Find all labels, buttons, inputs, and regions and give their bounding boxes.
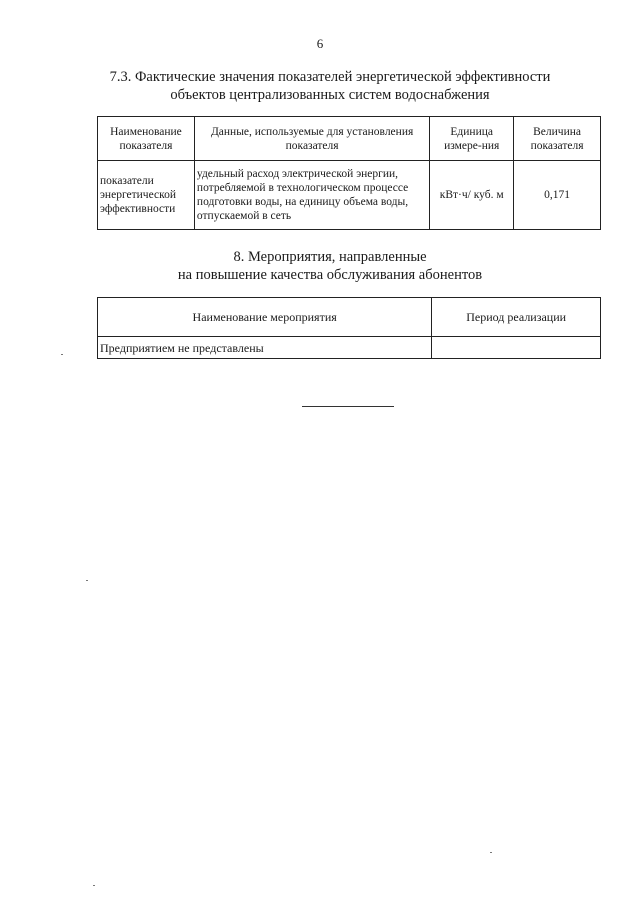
table-header-row [98,117,601,161]
header-source-data: Данные, используемые для установления показателя [194,117,429,161]
indicator-name-cell: показатели энергетической эффективности [98,161,195,230]
section-7-3-title-line-1: 7.3. Фактические значения показателей энергетической эффективности [109,69,551,85]
section-8-heading [60,248,600,284]
closing-rule [302,406,394,407]
header-indicator-name: Наименование показателя [98,117,195,161]
table-row [98,161,601,230]
header-unit: Единица измере-ния [430,117,514,161]
table-header-row [98,298,601,337]
source-data-cell: удельный расход электрической энергии, потребляемой в технологическом процессе подготовки воды, на единицу объема воды, отпускаемой в сеть [194,161,429,230]
unit-cell: кВт·ч/ куб. м [430,161,514,230]
header-implementation-period: Период реализации [432,298,601,337]
section-7-3-title-line-2: объектов централизованных систем водоснабжения [170,87,490,103]
header-value: Величина показателя [514,117,601,161]
value-cell: 0,171 [514,161,601,230]
section-8-title-line-2: на повышение качества обслуживания абонентов [177,267,483,283]
table-row [98,337,601,359]
section-8-title-line-1: 8. Мероприятия, направленные [233,249,427,265]
section-7-3-heading [60,68,600,104]
scan-speck [61,354,63,355]
period-cell [432,337,601,359]
scan-speck [86,580,88,581]
scan-speck [490,852,492,853]
header-measure-name: Наименование мероприятия [98,298,432,337]
measure-cell: Предприятием не представлены [98,337,432,359]
page-number: 6 [316,36,324,51]
scan-speck [93,885,95,886]
energy-efficiency-table [97,116,601,230]
service-measures-table [97,297,601,359]
